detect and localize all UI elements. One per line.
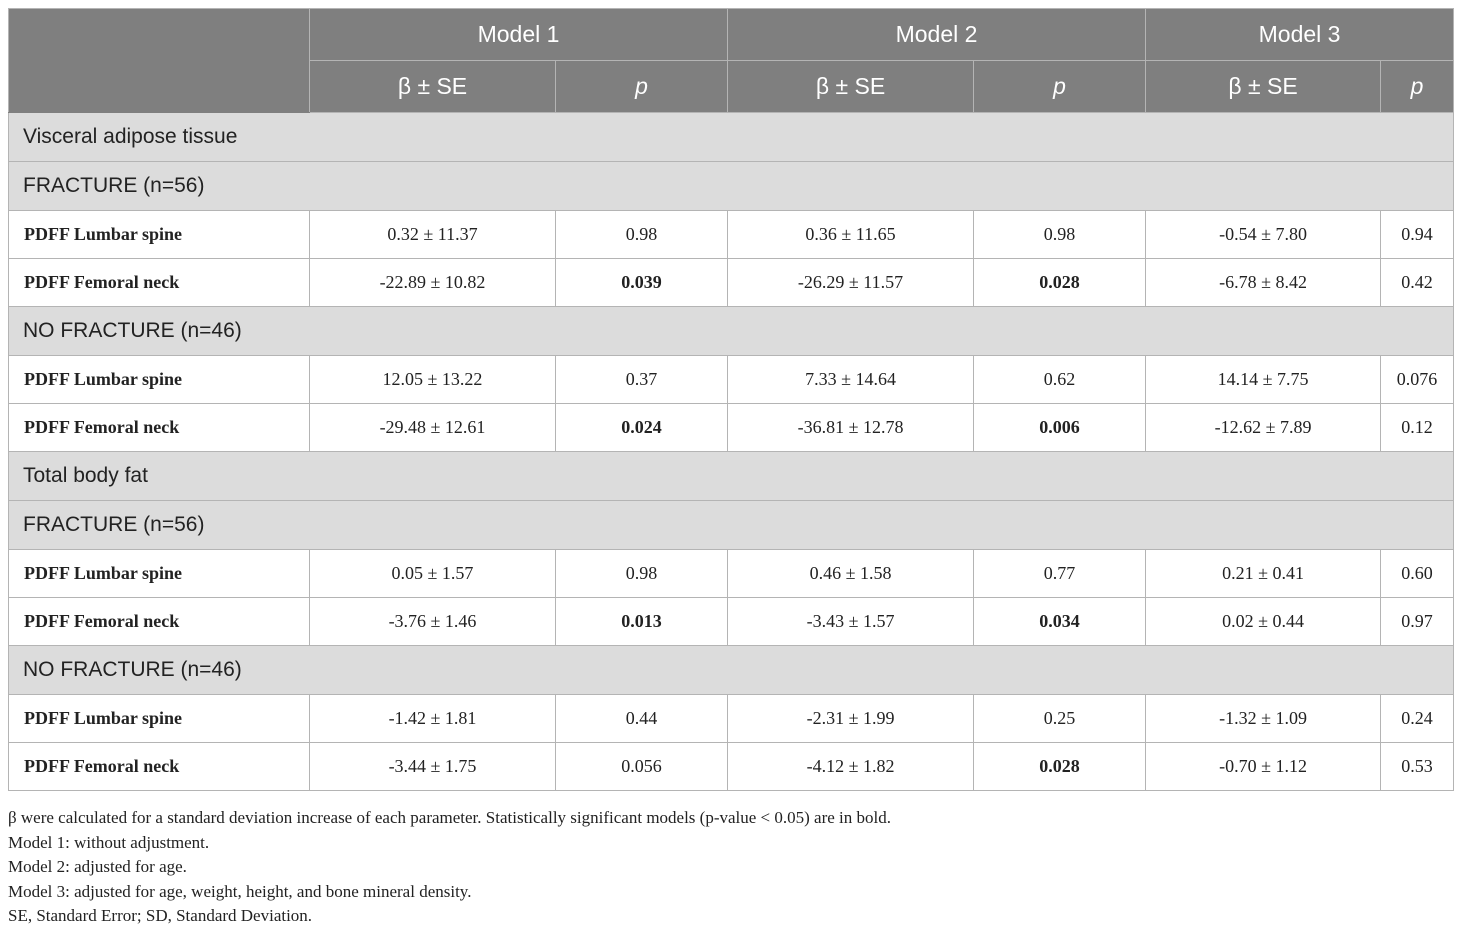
beta-se-cell: -3.44 ± 1.75 xyxy=(310,743,556,791)
results-table xyxy=(8,8,1454,791)
p-value-cell: 0.98 xyxy=(556,211,728,259)
footnote-line: Model 1: without adjustment. xyxy=(8,832,210,852)
p-value-cell: 0.42 xyxy=(1381,259,1454,307)
section-row xyxy=(9,452,1454,501)
p-value-cell: 0.25 xyxy=(974,695,1146,743)
header-beta: β ± SE xyxy=(1146,61,1381,113)
footnotes xyxy=(8,806,1448,929)
footnote-line: β were calculated for a standard deviation increase of each parameter. Statistically significant models (p-value < 0.05) are in bold. xyxy=(8,808,892,827)
beta-se-cell: 0.05 ± 1.57 xyxy=(310,550,556,598)
table-row xyxy=(9,356,1454,404)
beta-se-cell: -22.89 ± 10.82 xyxy=(310,259,556,307)
p-value-cell: 0.97 xyxy=(1381,598,1454,646)
table-row xyxy=(9,404,1454,452)
beta-se-cell: -12.62 ± 7.89 xyxy=(1146,404,1381,452)
beta-se-cell: 0.02 ± 0.44 xyxy=(1146,598,1381,646)
beta-se-cell: 0.32 ± 11.37 xyxy=(310,211,556,259)
group-label: NO FRACTURE (n=46) xyxy=(9,646,1454,695)
p-value-cell: 0.056 xyxy=(556,743,728,791)
p-value-cell: 0.024 xyxy=(556,404,728,452)
p-value-cell: 0.62 xyxy=(974,356,1146,404)
table-row xyxy=(9,550,1454,598)
group-label: FRACTURE (n=56) xyxy=(9,162,1454,211)
section-title: Total body fat xyxy=(9,452,1454,501)
table-row xyxy=(9,259,1454,307)
header-beta: β ± SE xyxy=(310,61,556,113)
table-header xyxy=(9,9,1454,113)
beta-se-cell: 0.36 ± 11.65 xyxy=(728,211,974,259)
footnote-line: SE, Standard Error; SD, Standard Deviation. xyxy=(8,906,313,925)
beta-se-cell: -0.70 ± 1.12 xyxy=(1146,743,1381,791)
row-label: PDFF Femoral neck xyxy=(9,404,310,452)
beta-se-cell: 12.05 ± 13.22 xyxy=(310,356,556,404)
p-value-cell: 0.076 xyxy=(1381,356,1454,404)
header-beta: β ± SE xyxy=(728,61,974,113)
group-row xyxy=(9,501,1454,550)
table-row xyxy=(9,743,1454,791)
beta-se-cell: -3.76 ± 1.46 xyxy=(310,598,556,646)
row-label: PDFF Lumbar spine xyxy=(9,695,310,743)
beta-se-cell: -26.29 ± 11.57 xyxy=(728,259,974,307)
group-row xyxy=(9,646,1454,695)
header-p: p xyxy=(974,61,1146,113)
beta-se-cell: 0.46 ± 1.58 xyxy=(728,550,974,598)
section-title: Visceral adipose tissue xyxy=(9,113,1454,162)
header-corner xyxy=(9,9,310,113)
p-value-cell: 0.37 xyxy=(556,356,728,404)
table-container xyxy=(8,8,1453,791)
beta-se-cell: 7.33 ± 14.64 xyxy=(728,356,974,404)
p-value-cell: 0.006 xyxy=(974,404,1146,452)
beta-se-cell: -4.12 ± 1.82 xyxy=(728,743,974,791)
table-body xyxy=(9,113,1454,791)
header-p: p xyxy=(556,61,728,113)
beta-se-cell: 14.14 ± 7.75 xyxy=(1146,356,1381,404)
footnote-line: Model 3: adjusted for age, weight, height, and bone mineral density. xyxy=(8,881,472,901)
beta-se-cell: -1.42 ± 1.81 xyxy=(310,695,556,743)
header-model-1: Model 1 xyxy=(310,9,728,61)
row-label: PDFF Femoral neck xyxy=(9,743,310,791)
beta-se-cell: -6.78 ± 8.42 xyxy=(1146,259,1381,307)
beta-se-cell: -3.43 ± 1.57 xyxy=(728,598,974,646)
p-value-cell: 0.98 xyxy=(974,211,1146,259)
row-label: PDFF Femoral neck xyxy=(9,598,310,646)
row-label: PDFF Lumbar spine xyxy=(9,356,310,404)
group-label: FRACTURE (n=56) xyxy=(9,501,1454,550)
p-value-cell: 0.039 xyxy=(556,259,728,307)
p-value-cell: 0.98 xyxy=(556,550,728,598)
p-value-cell: 0.12 xyxy=(1381,404,1454,452)
header-model-2: Model 2 xyxy=(728,9,1146,61)
beta-se-cell: 0.21 ± 0.41 xyxy=(1146,550,1381,598)
row-label: PDFF Femoral neck xyxy=(9,259,310,307)
beta-se-cell: -0.54 ± 7.80 xyxy=(1146,211,1381,259)
p-value-cell: 0.44 xyxy=(556,695,728,743)
table-row xyxy=(9,695,1454,743)
table-row xyxy=(9,598,1454,646)
group-row xyxy=(9,307,1454,356)
beta-se-cell: -1.32 ± 1.09 xyxy=(1146,695,1381,743)
p-value-cell: 0.028 xyxy=(974,743,1146,791)
p-value-cell: 0.53 xyxy=(1381,743,1454,791)
p-value-cell: 0.24 xyxy=(1381,695,1454,743)
p-value-cell: 0.013 xyxy=(556,598,728,646)
header-model-3: Model 3 xyxy=(1146,9,1454,61)
footnote-line: Model 2: adjusted for age. xyxy=(8,857,187,876)
p-value-cell: 0.77 xyxy=(974,550,1146,598)
row-label: PDFF Lumbar spine xyxy=(9,550,310,598)
p-value-cell: 0.034 xyxy=(974,598,1146,646)
group-label: NO FRACTURE (n=46) xyxy=(9,307,1454,356)
p-value-cell: 0.028 xyxy=(974,259,1146,307)
section-row xyxy=(9,113,1454,162)
beta-se-cell: -29.48 ± 12.61 xyxy=(310,404,556,452)
beta-se-cell: -2.31 ± 1.99 xyxy=(728,695,974,743)
p-value-cell: 0.60 xyxy=(1381,550,1454,598)
beta-se-cell: -36.81 ± 12.78 xyxy=(728,404,974,452)
p-value-cell: 0.94 xyxy=(1381,211,1454,259)
table-row xyxy=(9,211,1454,259)
group-row xyxy=(9,162,1454,211)
row-label: PDFF Lumbar spine xyxy=(9,211,310,259)
header-p: p xyxy=(1381,61,1454,113)
